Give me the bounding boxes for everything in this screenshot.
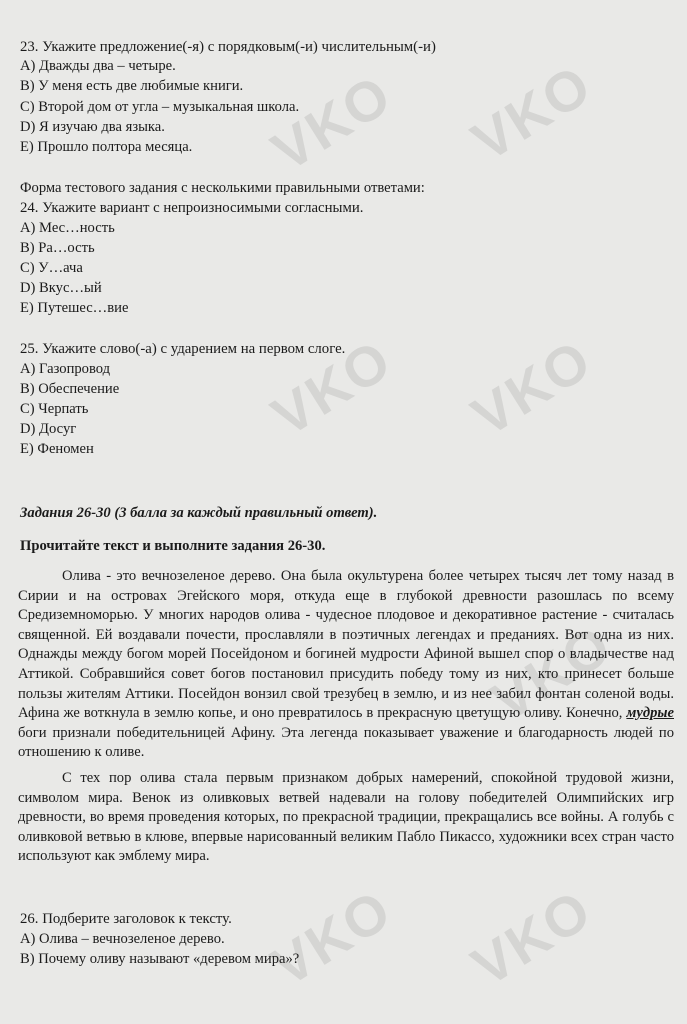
q23-option-e: Е) Прошло полтора месяца. <box>20 139 193 155</box>
q25-option-c: С) Черпать <box>20 401 89 417</box>
q25-option-e: Е) Феномен <box>20 441 94 457</box>
emphasized-word: мудрые <box>626 705 674 722</box>
q23-option-b: В) У меня есть две любимые книги. <box>20 78 244 94</box>
form-note: Форма тестового задания с несколькими правильными ответами: <box>20 180 425 196</box>
q24-option-a: А) Мес…ность <box>20 220 115 236</box>
question-24: 24. Укажите вариант с непроизносимыми согласными. <box>20 200 364 216</box>
q23-option-c: С) Второй дом от угла – музыкальная школа. <box>20 99 300 115</box>
watermark: VKO <box>480 612 623 733</box>
paragraph-2: С тех пор олива стала первым признаком добрых намерений, спокойной трудовой жизни, символом мира. Венок из оливковых ветвей надевали на голову победителей Олимпийских игр древности, во время проведения которых, по прекрасной традиции, прекращались все войны. А голубь с оливковой ветвью в клюве, впервые нарисованный великим Пабло Пикассо, художники всех стран часто используют как эмблему мира. <box>18 769 674 865</box>
question-23: 23. Укажите предложение(-я) с порядковым(-и) числительным(-и) <box>20 39 436 55</box>
watermark: VKO <box>260 62 403 183</box>
reading-instruction: Прочитайте текст и выполните задания 26-30. <box>20 538 326 554</box>
section-title: Задания 26-30 (3 балла за каждый правильный ответ). <box>20 505 378 521</box>
question-25: 25. Укажите слово(-а) с ударением на первом слоге. <box>20 341 346 357</box>
watermark: VKO <box>460 877 603 998</box>
watermark: VKO <box>460 52 603 173</box>
q24-option-b: В) Ра…ость <box>20 240 95 256</box>
q26-option-a: А) Олива – вечнозеленое дерево. <box>20 931 225 947</box>
watermark: VKO <box>260 327 403 448</box>
question-26: 26. Подберите заголовок к тексту. <box>20 911 232 927</box>
q23-option-d: D) Я изучаю два языка. <box>20 119 165 135</box>
watermark: VKO <box>260 877 403 998</box>
q24-option-d: D) Вкус…ый <box>20 280 102 296</box>
reading-text <box>18 567 674 867</box>
watermark: VKO <box>460 327 603 448</box>
q23-option-a: А) Дважды два – четыре. <box>20 58 176 74</box>
q25-option-d: D) Досуг <box>20 421 77 437</box>
paragraph-1 <box>18 567 674 763</box>
q24-option-c: С) У…ача <box>20 260 83 276</box>
q26-option-b: В) Почему оливу называют «деревом мира»? <box>20 951 300 967</box>
paragraph-1-end: боги признали победительницей Афину. Эта легенда показывает уважение и благодарность людей по отношению к оливе. <box>18 724 674 761</box>
q25-option-a: А) Газопровод <box>20 361 111 377</box>
q25-option-b: В) Обеспечение <box>20 381 120 397</box>
paragraph-1-text: Олива - это вечнозеленое дерево. Она была окультурена более четырех тысяч лет тому назад в Сирии и на островах Эгейского моря, откуда еще в глубокой древности разошлась по всему Средиземноморью. У многих народов олива - чудесное плодовое и декоративное растение - считалась священной. Ей воздавали почести, прославляли в поэтичных легендах и преданиях. Вот одна из них. Однажды между богом морей Посейдоном и богиней мудрости Афиной вышел спор о владычестве над Аттикой. Собравшийся совет богов постановил присудить победу тому из них, кто принесет больше пользы жителям Аттики. Посейдон вонзил свой трезубец в землю, и из нее забил фонтан соленой воды. Афина же воткнула в землю копье, и оно превратилось в прекрасную цветущую оливу. Конечно, <box>18 568 674 722</box>
q24-option-e: Е) Путешес…вие <box>20 300 129 316</box>
